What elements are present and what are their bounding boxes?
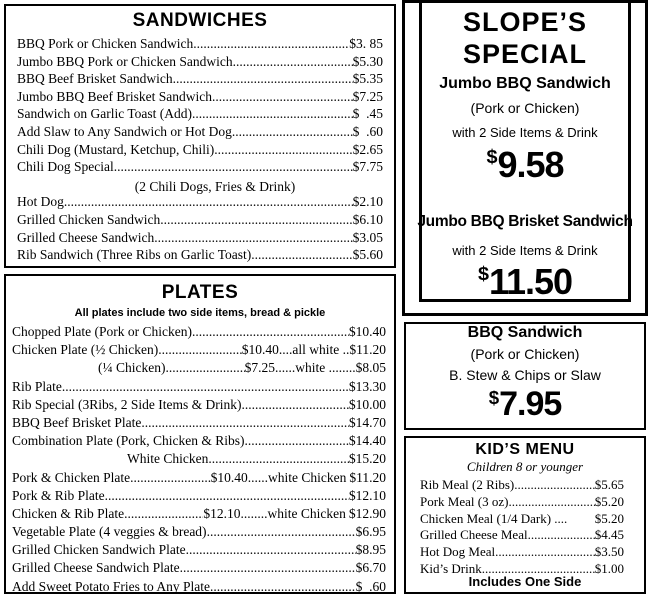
plate-item: Pork & Chicken Plate ..... $10.40......white Chicken $11.20 [12,471,386,489]
sandwich-item: Add Slaw to Any Sandwich or Hot Dog ..... $ .60 [17,125,383,143]
bbq-sandwich-price: $7.95 [488,385,562,423]
bbq-sandwich-sub: (Pork or Chicken) [470,346,580,362]
sandwich-item: Chili Dog Special ..... $7.75 [17,160,383,178]
plate-item: Rib Special (3Ribs, 2 Side Items & Drink) ..... $10.00 [12,398,386,416]
bbq-sandwich-panel [404,322,646,430]
special-item1-sub: (Pork or Chicken) [470,100,580,116]
kids-menu-footer: Includes One Side [468,574,582,589]
special-item1-price: $9.58 [486,144,564,185]
sandwich-item: Hot Dog ..... $2.10 [17,195,383,213]
slopes-special-panel [402,0,648,316]
plate-item: Grilled Cheese Sandwich Plate ..... $6.70 [12,561,386,579]
sandwich-item: Sandwich on Garlic Toast (Add) ..... $ .45 [17,107,383,125]
plate-item: (¼ Chicken) ..... $7.25......white ........ $8.05 [12,361,386,379]
kids-item: Chicken Meal (1/4 Dark) ... ..... $5.20 [420,512,624,529]
kids-menu-list [420,478,624,579]
plate-item: White Chicken ..... $15.20 [12,452,386,470]
plates-list [12,325,386,598]
plate-item: BBQ Beef Brisket Plate ..... $14.70 [12,416,386,434]
sandwich-item: Chili Dog (Mustard, Ketchup, Chili) ..... $2.65 [17,143,383,161]
sandwiches-panel [4,4,396,268]
sandwich-item: Grilled Chicken Sandwich ..... $6.10 [17,213,383,231]
kids-item: Rib Meal (2 Ribs) ..... $5.65 [420,478,624,495]
special-title-line1: SLOPE’S [462,7,588,37]
sandwiches-list [17,37,383,266]
sandwich-item: BBQ Pork or Chicken Sandwich ..... $3. 85 [17,37,383,55]
sandwich-item: BBQ Beef Brisket Sandwich ..... $5.35 [17,72,383,90]
kids-menu-title: KID’S MENU [475,441,575,458]
plate-item: Pork & Rib Plate ..... $12.10 [12,489,386,507]
special-item1-name: Jumbo BBQ Sandwich [439,75,611,92]
sandwich-item: Rib Sandwich (Three Ribs on Garlic Toast) ..... $5.60 [17,248,383,266]
plates-subtitle: All plates include two side items, bread & pickle [74,307,326,319]
plate-item: Grilled Chicken Sandwich Plate ..... $8.95 [12,543,386,561]
plates-panel [4,274,396,594]
plate-item: Add Sweet Potato Fries to Any Plate ..... $ .60 [12,580,386,598]
plate-item: Chicken & Rib Plate ..... $12.10........white Chicken $12.90 [12,507,386,525]
plates-title: PLATES [161,282,239,303]
kids-item: Grilled Cheese Meal ..... $4.45 [420,528,624,545]
plate-item: Chicken Plate (½ Chicken) ..... $10.40....all white .. $11.20 [12,343,386,361]
special-title-line2: SPECIAL [462,39,588,69]
sandwich-item: Jumbo BBQ Beef Brisket Sandwich ..... $7.25 [17,90,383,108]
plate-item: Rib Plate ..... $13.30 [12,380,386,398]
kids-menu-panel [404,436,646,594]
special-item2-with: with 2 Side Items & Drink [452,243,598,258]
sandwich-item: Jumbo BBQ Pork or Chicken Sandwich ..... $5.30 [17,55,383,73]
bbq-sandwich-with: B. Stew & Chips or Slaw [449,367,601,383]
kids-item: Pork Meal (3 oz) ..... $5.20 [420,495,624,512]
special-item2-name: Jumbo BBQ Brisket Sandwich [417,213,633,230]
bbq-sandwich-title: BBQ Sandwich [467,324,583,341]
plate-item: Combination Plate (Pork, Chicken & Ribs) ..... $14.40 [12,434,386,452]
plate-item: Vegetable Plate (4 veggies & bread) ..... $6.95 [12,525,386,543]
plate-item: Chopped Plate (Pork or Chicken) ..... $10.40 [12,325,386,343]
sandwiches-title: SANDWICHES [132,10,268,31]
chili-dog-special-note: (2 Chili Dogs, Fries & Drink) [134,178,296,194]
kids-item: Hot Dog Meal ..... $3.50 [420,545,624,562]
sandwich-item: Grilled Cheese Sandwich ..... $3.05 [17,231,383,249]
kids-menu-subtitle: Children 8 or younger [466,459,584,474]
special-item1-with: with 2 Side Items & Drink [452,125,598,140]
special-item2-price: $11.50 [477,261,573,302]
kids-item: Kid’s Drink ..... $1.00 [420,562,624,579]
